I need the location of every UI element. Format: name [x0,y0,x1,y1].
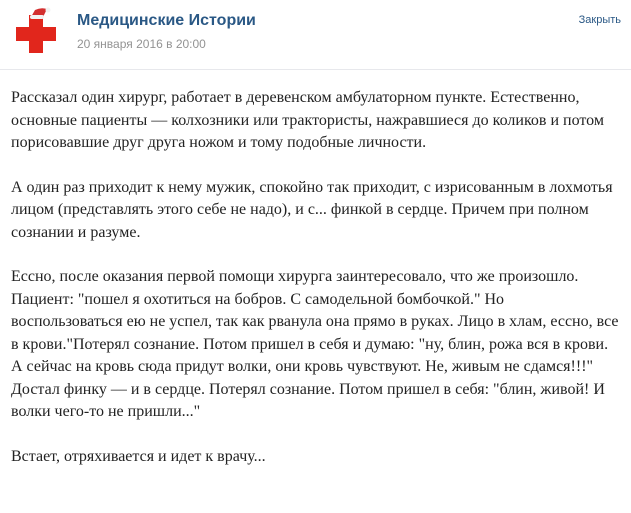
post-paragraph: Рассказал один хирург, работает в деревенском амбулаторном пункте. Естественно, основные пациенты — колхозники или трактористы, нажравшиеся до коликов и потом порисовавшие друг друга ножом и тому подобные личности. [11,89,604,151]
post-paragraph: А один раз приходит к нему мужик, спокойно так приходит, с изрисованным в лохмотья лицом (представлять этого себе не надо), и с... финкой в сердце. Причем при полном сознании и разуме. [11,178,613,241]
post-date[interactable]: 20 января 2016 в 20:00 [77,37,206,51]
post-header [0,0,631,70]
post-paragraph: Встает, отряхивается и идет к врачу... [11,447,266,465]
group-name-link[interactable]: Медицинские Истории [77,12,256,29]
post-text [11,87,619,490]
close-link[interactable]: Закрыть [578,14,621,26]
red-cross-santa-hat-icon [11,7,61,57]
post-paragraph: Ессно, после оказания первой помощи хирурга заинтересовало, что же произошло. Пациент: "пошел я охотиться на бобров. С самодельной бомбочкой." Но воспользоваться ею не успел, так как рванула она прямо в руках. Лицо в хлам, ессно, все в крови."Потерял сознание. Потом пришел в себя и думаю: "ну, блин, рожа вся в крови. А сейчас на кровь сюда придут волки, они кровь чувствуют. Не, живым не сдамся!!!" Достал финку — и в сердце. Потерял сознание. Потом пришел в себя: "блин, живой! И волки чего-то не пришли..." [11,268,619,420]
avatar[interactable] [11,7,61,57]
